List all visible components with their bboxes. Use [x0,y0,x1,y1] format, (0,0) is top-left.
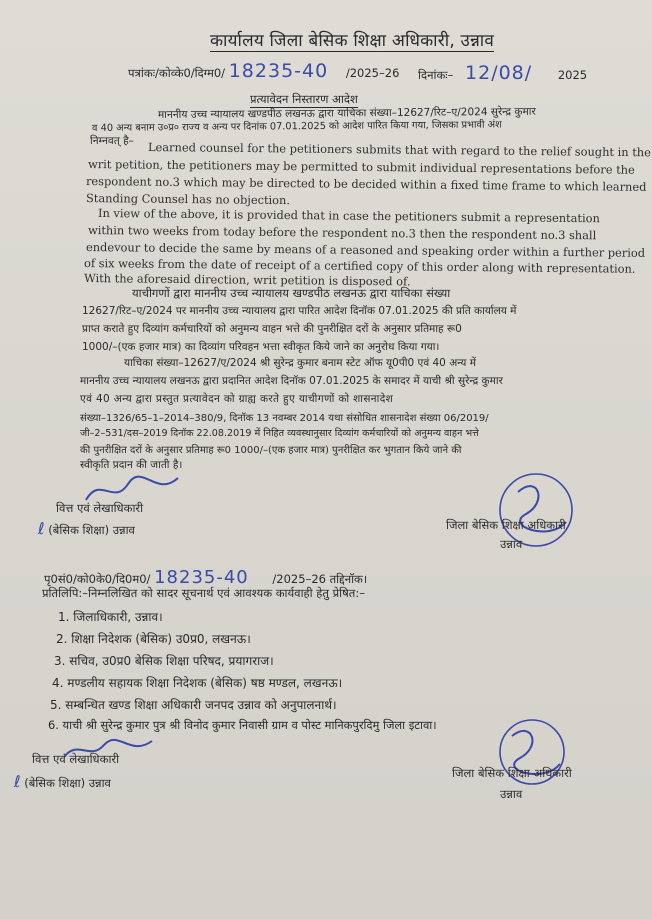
sign-right-place: उन्नाव [500,537,523,551]
sign-left-dept: ℓ (बेसिक शिक्षा) उन्नाव [38,519,135,538]
para2-line-5: जी–2–531/दस–2019 दिनॉक 22.08.2019 में निहित व्यवस्थानुसार दिव्यांग कर्मचारियों को अनुमन्य वाहन भत्ते [80,428,479,439]
english-line-6: within two weeks from today before the respondent no.3 then the respondent no.3 shall [87,223,597,243]
reference-line [128,60,399,82]
english-line-4: Standing Counsel has no objection. [85,191,291,208]
date-year: 2025 [557,68,588,82]
copy-item: 6. याची श्री सुरेन्द्र कुमार पुत्र श्री विनोद कुमार निवासी ग्राम व पोस्ट मानिकपुरदिमु जिला इटावा। [48,718,437,732]
subject-line: प्रत्यावेदन निस्तारण आदेश [250,92,358,106]
english-line-1: Learned counsel for the petitioners submits that with regard to the relief sought in the [147,140,651,160]
copy-ref-prefix: पृ0सं0/को0के0/दि0म0/ [44,572,151,586]
sign-left-title: वित्त एवं लेखाधिकारी [56,501,144,515]
para2-line-7: स्वीकृति प्रदान की जाती है। [80,459,183,471]
english-line-5: In view of the above, it is provided that in case the petitioners submit a representation [97,206,600,226]
copy-intro: प्रतिलिपि:–निम्नलिखित को सादर सूचनार्थ एवं आवश्यक कार्यवाही हेतु प्रेषित:– [42,586,365,600]
copy-item: 3. सचिव, उ0प्र0 बेसिक शिक्षा परिषद, प्रयागराज। [54,654,274,668]
sign-left2-title: वित्त एवं लेखाधिकारी [32,752,120,766]
intro-line-3: निम्नवत् है– [90,135,134,147]
para2-line-4: संख्या–1326/65–1–2014–380/9, दिनॉक 13 नवम्बर 2014 यथा संसोधित शासनादेश संख्या 06/2019/ [80,413,489,424]
ref-number-handwritten: 18235-40 [228,60,329,82]
copy-item: 1. जिलाधिकारी, उन्नाव। [58,610,163,624]
para1-line-1: याचीगणों द्वारा माननीय उच्च न्यायालय खण्डपीठ लखनऊ द्वारा याचिका संख्या [132,286,451,300]
sign-right2-title: जिला बेसिक शिक्षा अधिकारी [452,766,572,780]
copy-item: 4. मण्डलीय सहायक शिक्षा निदेशक (बेसिक) षष्ठ मण्डल, लखनऊ। [52,676,343,690]
intro-line-1: माननीय उच्च न्यायालय खण्डपीठ लखनऊ द्वारा याचिका संख्या–12627/रिट–ए/2024 सुरेन्द्र कुमार [157,105,536,121]
para1-line-2: 12627/रिट–ए/2024 पर माननीय उच्च न्यायालय द्वारा पारित आदेश दिनॉक 07.01.2025 की प्रति कार्यालय में [82,305,517,317]
english-line-8: of six weeks from the date of receipt of a certified copy of this order along with representation. [83,256,636,276]
ref-prefix: पत्रांकः/कोव्के0/दिग्म0/ [128,66,226,80]
office-title: कार्यालय जिला बेसिक शिक्षा अधिकारी, उन्नाव [210,28,494,52]
sign-left2-dept: ℓ (बेसिक शिक्षा) उन्नाव [14,772,111,791]
para2-line-3: एवं 40 अन्य द्वारा प्रस्तुत प्रत्यावेदन को ग्राह्य करते हुए याचीगणों को शासनादेश [80,393,394,405]
ref-year: /2025–26 [345,66,400,80]
para2-line-1: याचिका संख्या–12627/ए/2024 श्री सुरेन्द्र कुमार बनाम स्टेट ऑफ यू0पी0 एवं 40 अन्य में [124,357,477,369]
para2-line-6: की पुनरीक्षित दरों के अनुसार प्रतिमाह रू0 1000/–(एक हजार मात्र) पुनरीक्षित कर भुगतान किये जाने की [80,445,462,456]
intro-line-2: व 40 अन्य बनाम उ०प्र० राज्य व अन्य पर दिनांक 07.01.2025 को आदेश पारित किया गया, जिसका प्रभावी अंश [91,119,502,134]
sign-right-title: जिला बेसिक शिक्षा अधिकारी [446,518,566,532]
copy-item: 5. सम्बन्धित खण्ड शिक्षा अधिकारी जनपद उन्नाव को अनुपालनार्थ। [50,698,337,712]
sign-right2-place: उन्नाव [500,787,523,801]
initial-mark-icon: ℓ [38,519,45,538]
signature-right-1 [478,462,598,562]
english-line-3: respondent no.3 which may be directed to be decided within a fixed time frame to which learned [85,174,647,194]
para1-line-4: 1000/–(एक हजार मात्र) का दिव्यांग परिवहन भत्ता स्वीकृत किये जाने का अनुरोध किया गया। [82,341,440,353]
para1-line-3: प्राप्त कराते हुए दिव्यांग कर्मचारियों को अनुमन्य वाहन भत्ते की पुनरीक्षित दरों के अनुसार प्रतिमाह रू0 [82,323,462,335]
copy-ref-handwritten: 18235-40 [154,567,249,588]
para2-line-2: माननीय उच्च न्यायालय लखनऊ द्वारा प्रदानित आदेश दिनॉक 07.01.2025 के समादर में याची श्री सुरेन्द्र कुमार [80,375,503,387]
initial-mark-icon: ℓ [14,772,21,791]
date-line [418,62,587,84]
copy-reference-line [44,567,367,588]
date-label: दिनांकः– [418,68,454,82]
english-line-7: endevour to decide the same by means of a reasoned and speaking order within a further period [85,240,646,260]
copy-item: 2. शिक्षा निदेशक (बेसिक) उ0प्र0, लखनऊ। [56,632,251,646]
english-line-2: writ petition, the petitioners may be permitted to submit individual representations before the [87,157,635,177]
english-line-9: With the aforesaid direction, writ petition is disposed of. [83,271,411,289]
copy-ref-suffix: /2025–26 तद्दिनॉक। [272,572,368,586]
date-handwritten: 12/08/ [465,62,533,84]
